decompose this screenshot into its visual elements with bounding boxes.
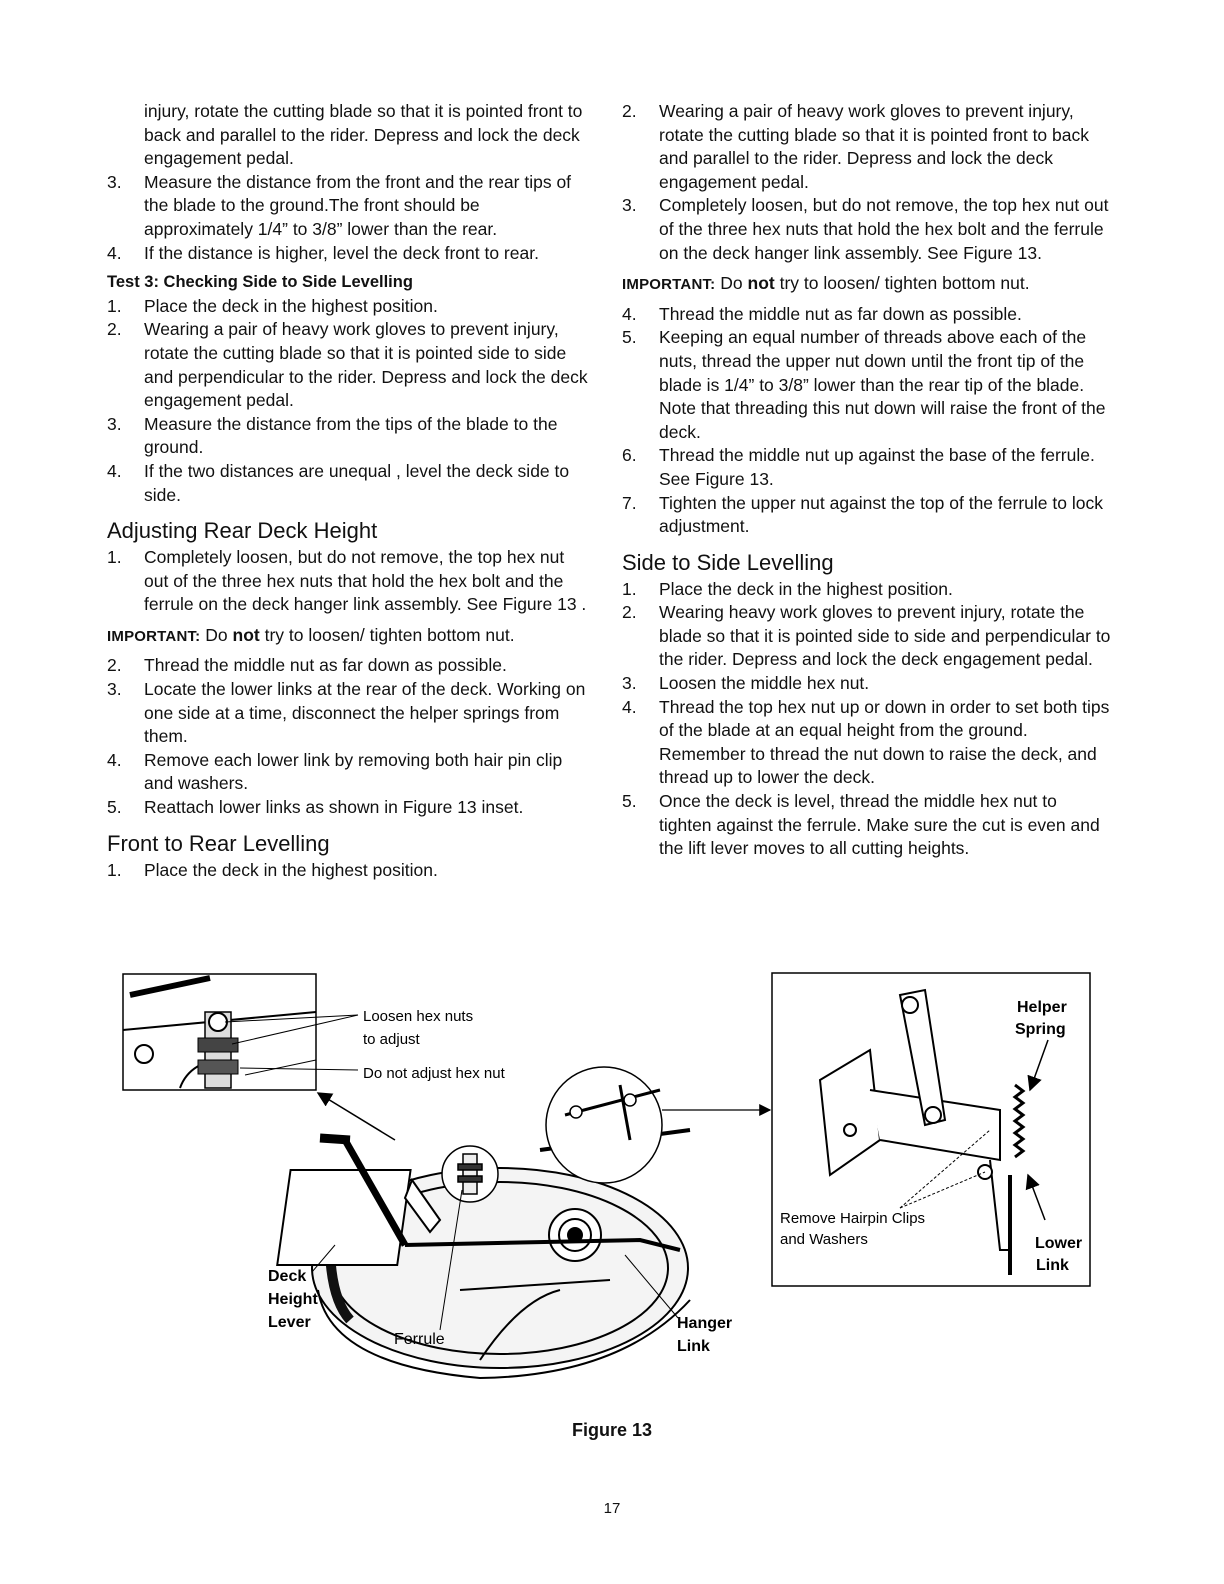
remove-clips-label-2: and Washers <box>780 1231 868 1248</box>
list-item: 4. If the distance is higher, level the deck front to rear. <box>107 242 539 263</box>
front-rear-heading: Front to Rear Levelling <box>107 830 330 856</box>
list-item: 4. If the two distances are unequal , level the deck side to side. <box>107 460 570 505</box>
lower-link-label: Link <box>1036 1257 1069 1274</box>
side-side-heading: Side to Side Levelling <box>622 549 834 575</box>
list-item: 2. Wearing a pair of heavy work gloves to prevent injury, rotate the cutting blade so that it is pointed front to back and parallel to the rider. Depress and lock the deck engagement pedal. <box>622 101 1089 192</box>
list-item: 3. Measure the distance from the tips of the blade to the ground. <box>107 413 558 458</box>
lower-label: Lower <box>1035 1235 1083 1252</box>
list-item: 1. Place the deck in the highest position. <box>107 859 438 880</box>
hanger-label: Hanger <box>677 1315 733 1332</box>
page-number: 17 <box>603 1500 621 1517</box>
list-item: 2. Wearing heavy work gloves to prevent injury, rotate the blade so that it is pointed side to side and perpendicular to the rider. Depress and lock the deck engagement pedal. <box>622 602 1111 670</box>
hex-nut-inset <box>123 974 316 1090</box>
list-item: 3. Loosen the middle hex nut. <box>622 673 870 694</box>
list-item: 3. Completely loosen, but do not remove, the top hex nut out of the three hex nuts that hold the hex bolt and the ferrule on the deck hanger link assembly. See Figure 13. <box>622 195 1109 263</box>
loosen-label-2: to adjust <box>363 1031 420 1048</box>
rear-height-heading: Adjusting Rear Deck Height <box>107 518 378 544</box>
height-label: Height <box>268 1291 318 1308</box>
list-item: 2. Thread the middle nut as far down as possible. <box>107 655 507 676</box>
important-note: IMPORTANT: Do not try to loosen/ tighten bottom nut. <box>622 273 1030 294</box>
remove-clips-label: Remove Hairpin Clips <box>780 1210 926 1227</box>
pointer-arrow <box>318 1093 395 1140</box>
list-item: 1. Completely loosen, but do not remove, the top hex nut out of the three hex nuts that hold the hex bolt and the ferrule on the deck hanger link assembly. See Figure 13 . <box>107 547 587 615</box>
lever-label: Lever <box>268 1314 311 1331</box>
important-note: IMPORTANT: Do not try to loosen/ tighten bottom nut. <box>107 624 515 645</box>
list-item: 6. Thread the middle nut up against the base of the ferrule. See Figure 13. <box>622 445 1095 489</box>
list-item: 4. Thread the top hex nut up or down in order to set both tips of the blade at an equal height from the ground. Remember to thread the nut down to raise the deck, and thread up to lower the deck. <box>622 696 1110 788</box>
deck-label: Deck <box>268 1268 307 1285</box>
list-item: 1. Place the deck in the highest position. <box>622 578 953 599</box>
magnifier-circle <box>546 1067 662 1183</box>
left-column <box>107 100 592 882</box>
loosen-label: Loosen hex nuts <box>363 1008 474 1025</box>
hex-nut-detail <box>442 1146 498 1202</box>
ferrule-label: Ferrule <box>394 1331 445 1348</box>
list-item: 5. Once the deck is level, thread the middle hex nut to tighten against the ferrule. Make sure the cut is even and the lift lever moves to all cutting heights. <box>622 791 1100 859</box>
list-item: 5. Reattach lower links as shown in Figure 13 inset. <box>107 797 524 818</box>
list-item: 3. Locate the lower links at the rear of the deck. Working on one side at a time, disconnect the helper springs from them. <box>107 679 586 747</box>
list-item: 4. Thread the middle nut as far down as possible. <box>622 303 1022 324</box>
test3-heading: Test 3: Checking Side to Side Levelling <box>107 273 413 292</box>
figure-caption: Figure 13 <box>571 1420 653 1440</box>
link-label: Link <box>677 1338 710 1355</box>
intro-continuation: injury, rotate the cutting blade so that it is pointed front to back and parallel to the rider. Depress and lock the deck engagement pedal. <box>144 101 583 169</box>
figure-13-illustration <box>0 960 1224 1410</box>
list-item: 1. Place the deck in the highest position. <box>107 295 438 316</box>
list-item: 3. Measure the distance from the front and the rear tips of the blade to the ground.The front should be approximately 1/4” to 3/8” lower than the rear. <box>107 171 572 239</box>
list-item: 4. Remove each lower link by removing both hair pin clip and washers. <box>107 749 563 794</box>
list-item: 5. Keeping an equal number of threads above each of the nuts, thread the upper nut down until the front tip of the blade is 1/4” to 3/8” lower than the rear tip of the blade. Note that threading this nut down will raise the front of the deck. <box>622 327 1106 442</box>
list-item: 2. Wearing a pair of heavy work gloves to prevent injury, rotate the cutting blade so that it is pointed side to side and perpendicular to the rider. Depress and lock the deck engagement pedal. <box>107 319 588 411</box>
right-column <box>622 100 1112 861</box>
spring-label: Spring <box>1015 1021 1066 1038</box>
helper-label: Helper <box>1017 999 1067 1016</box>
do-not-adjust-label: Do not adjust hex nut <box>363 1065 505 1082</box>
list-item: 7. Tighten the upper nut against the top of the ferrule to lock adjustment. <box>622 492 1103 537</box>
